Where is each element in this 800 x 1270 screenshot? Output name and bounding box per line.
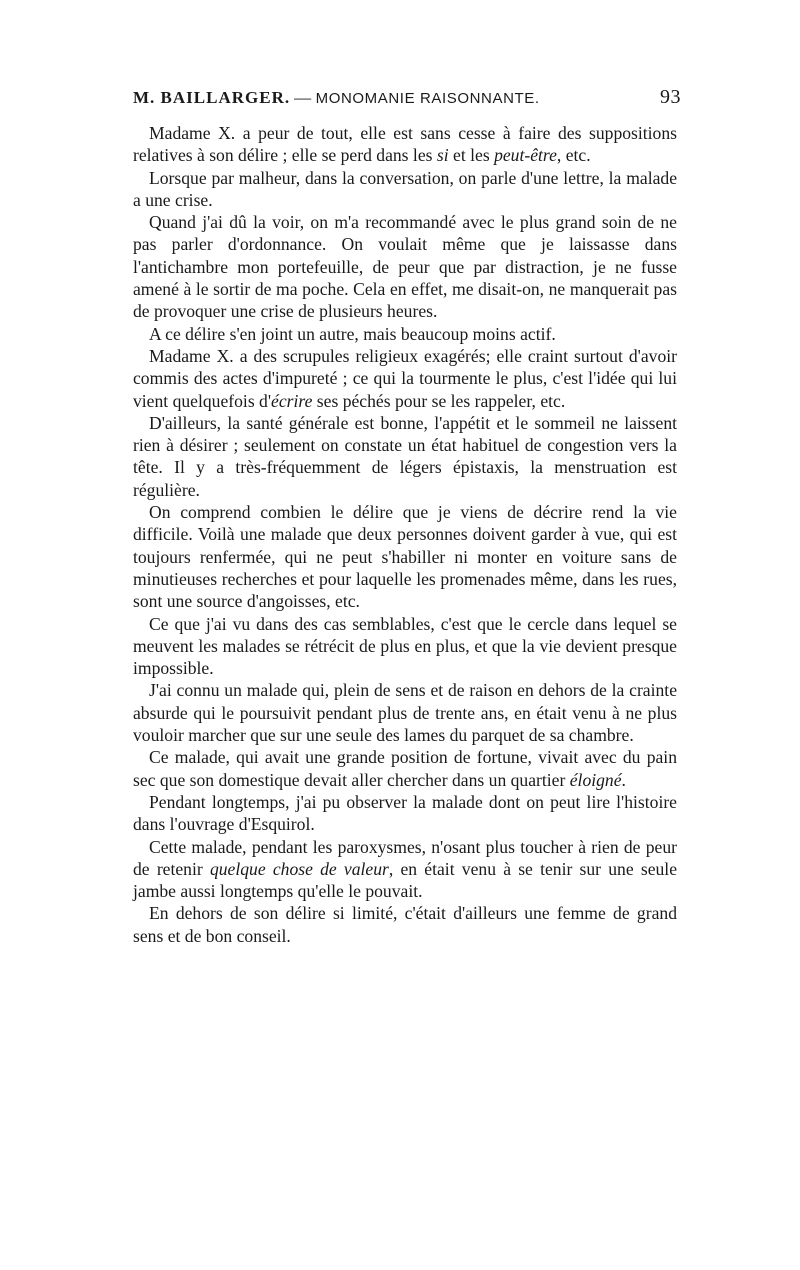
header-author: M. BAILLARGER. [133,88,291,107]
paragraph: A ce délire s'en joint un autre, mais beaucoup moins actif. [149,323,556,344]
italic-emphasis: éloigné [569,769,622,790]
italic-emphasis: quelque chose de valeur [209,858,389,879]
page-number: 93 [660,86,681,108]
paragraph: Cette malade, pendant les paroxysmes, n'osant plus toucher à rien de peur de retenir quelque chose de valeur, en était venu à se tenir sur une seule jambe aussi longtemps qu'elle le pouvait. [133,836,677,902]
paragraph: Pendant longtemps, j'ai pu observer la malade dont on peut lire l'histoire dans l'ouvrage d'Esquirol. [133,791,677,835]
italic-emphasis: si [436,145,449,166]
paragraph: J'ai connu un malade qui, plein de sens et de raison en dehors de la crainte absurde qui le poursuivit pendant plus de trente ans, en était venu à ne plus vouloir marcher que sur une seule des lames du parquet de sa chambre. [133,680,677,746]
italic-emphasis: peut-être [494,145,557,166]
paragraph: On comprend combien le délire que je viens de décrire rend la vie difficile. Voilà une malade que deux personnes doivent garder à vue, qui est toujours renfermée, qui ne peut s'habiller ni monter en voiture sans de minutieuses recherches et pour laquelle les promenades même, dans les rues, sont une source d'angoisses, etc. [133,502,677,612]
running-header [133,86,681,116]
paragraph: Lorsque par malheur, dans la conversation, on parle d'une lettre, la malade a une crise. [133,167,677,210]
paragraph: Quand j'ai dû la voir, on m'a recommandé avec le plus grand soin de ne pas parler d'ordonnance. On voulait même que je laissasse dans l'antichambre mon portefeuille, de peur que par distraction, je ne fusse amené à le sortir de ma poche. Cela en effet, me disait-on, ne manquerait pas de provoquer une crise de plusieurs heures. [133,212,677,322]
paragraph: D'ailleurs, la santé générale est bonne, l'appétit et le sommeil ne laissent rien à désirer ; seulement on constate un état habituel de congestion vers la tête. Il y a très-fréquemment de légers épistaxis, la menstruation est régulière. [133,412,677,500]
paragraph: Ce que j'ai vu dans des cas semblables, c'est que le cercle dans lequel se meuvent les malades se rétrécit de plus en plus, et que la vie devient presque impossible. [133,613,677,679]
paragraph: En dehors de son délire si limité, c'était d'ailleurs une femme de grand sens et de bon conseil. [133,903,677,946]
italic-emphasis: écrire [271,390,313,411]
header-title: MONOMANIE RAISONNANTE. [315,90,540,107]
book-page [133,86,681,947]
header-separator: — [294,88,312,107]
paragraph: Madame X. a peur de tout, elle est sans cesse à faire des suppositions relatives à son délire ; elle se perd dans les si et les peut-être, etc. [133,123,677,166]
body-text [133,122,677,947]
paragraph: Madame X. a des scrupules religieux exagérés; elle craint surtout d'avoir commis des actes d'impureté ; ce qui la tourmente le plus, c'est l'idée qui lui vient quelquefois d'écrire ses péchés pour se les rappeler, etc. [133,345,677,411]
paragraph: Ce malade, qui avait une grande position de fortune, vivait avec du pain sec que son domestique devait aller chercher dans un quartier éloigné. [133,747,677,790]
